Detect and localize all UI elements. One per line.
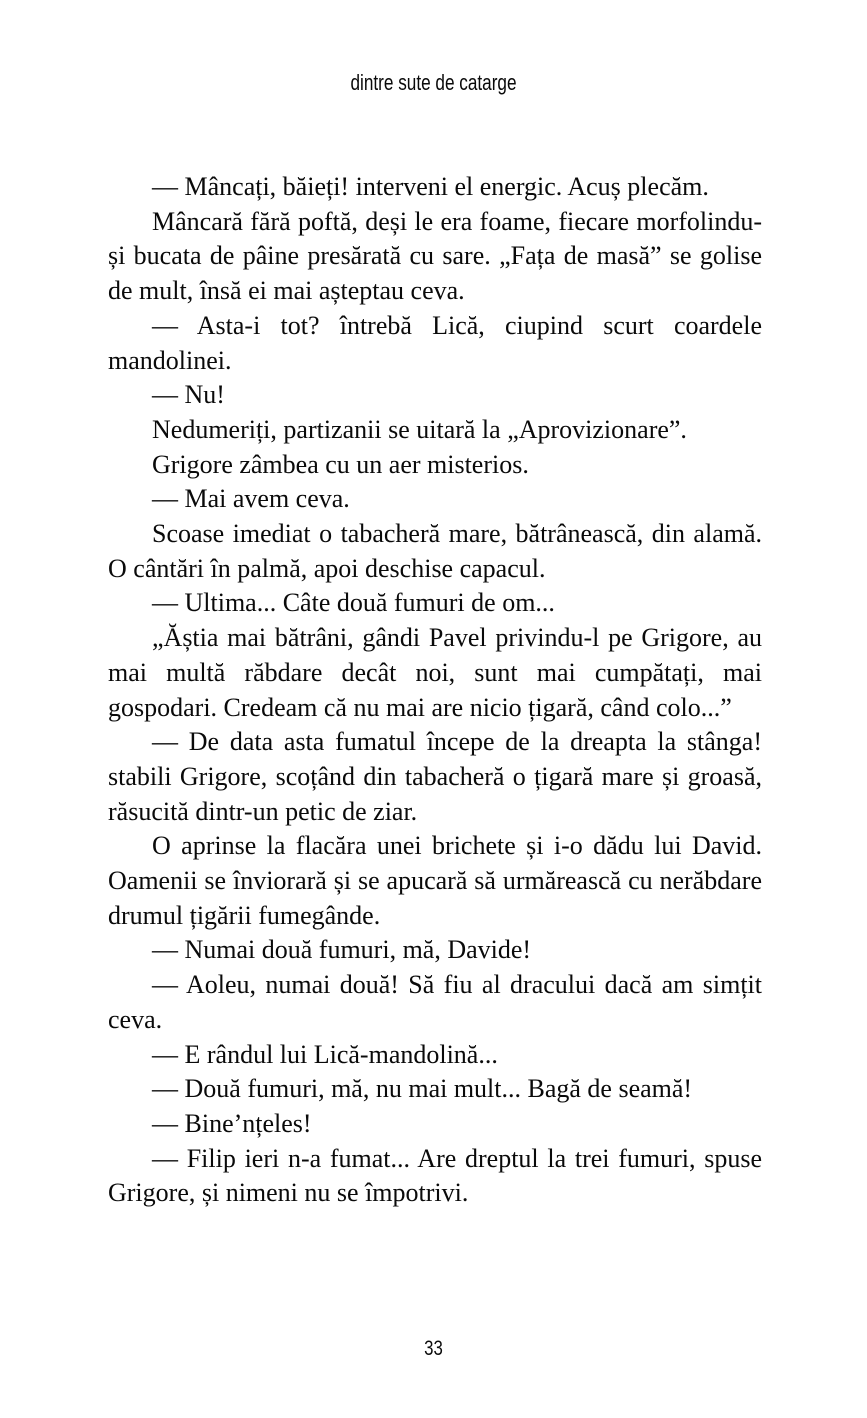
paragraph: Grigore zâmbea cu un aer misterios.	[152, 449, 529, 479]
page-number: 33	[424, 1337, 443, 1360]
paragraph: — Ultima... Câte două fumuri de om...	[152, 588, 555, 618]
paragraph: Scoase imediat o tabacheră mare, bătrânească, din alamă. O cântări în palmă, apoi deschise capacul.	[108, 519, 762, 583]
paragraph: Nedumeriți, partizanii se uitară la „Aprovizionare”.	[152, 414, 687, 444]
paragraph: — Filip ieri n-a fumat... Are dreptul la trei fumuri, spuse Grigore, și nimeni nu se împotrivi.	[108, 1143, 762, 1208]
paragraph: — Mai avem ceva.	[152, 484, 350, 514]
paragraph: — Aoleu, numai două! Să fiu al dracului dacă am simțit ceva.	[108, 970, 762, 1034]
paragraph: — E rândul lui Lică-mandolină...	[152, 1039, 498, 1069]
paragraph: — Mâncați, băieți! interveni el energic. Acuș plecăm.	[152, 172, 709, 201]
paragraph: — Asta-i tot? întrebă Lică, ciupind scurt coardele mandolinei.	[108, 310, 762, 375]
paragraph: „Ăștia mai bătrâni, gândi Pavel privindu-l pe Grigore, au mai multă răbdare decât noi, sunt mai cumpătați, mai gospodari. Credeam că nu mai are nicio țigară, când colo...”	[108, 623, 762, 722]
paragraph: Mâncară fără poftă, deși le era foame, fiecare morfolindu-și bucata de pâine presărată cu sare. „Fața de masă” se golise de mult, însă ei mai așteptau ceva.	[108, 206, 762, 306]
paragraph: — Numai două fumuri, mă, Davide!	[152, 935, 532, 965]
paragraph: O aprinse la flacăra unei brichete și i-o dădu lui David. Oamenii se înviorară și se apucară să urmărească cu nerăbdare drumul țigării fumegânde.	[108, 831, 762, 930]
paragraph: — De data asta fumatul începe de la dreapta la stânga! stabili Grigore, scoțând din tabacheră o țigară mare și groasă, răsucită dintr-un petic de ziar.	[108, 727, 762, 826]
body-text	[108, 170, 762, 1211]
paragraph: — Nu!	[152, 380, 225, 410]
paragraph: — Bine’nțeles!	[152, 1108, 312, 1138]
paragraph: — Două fumuri, mă, nu mai mult... Bagă de seamă!	[152, 1074, 693, 1104]
running-title: dintre sute de catarge	[350, 70, 517, 95]
